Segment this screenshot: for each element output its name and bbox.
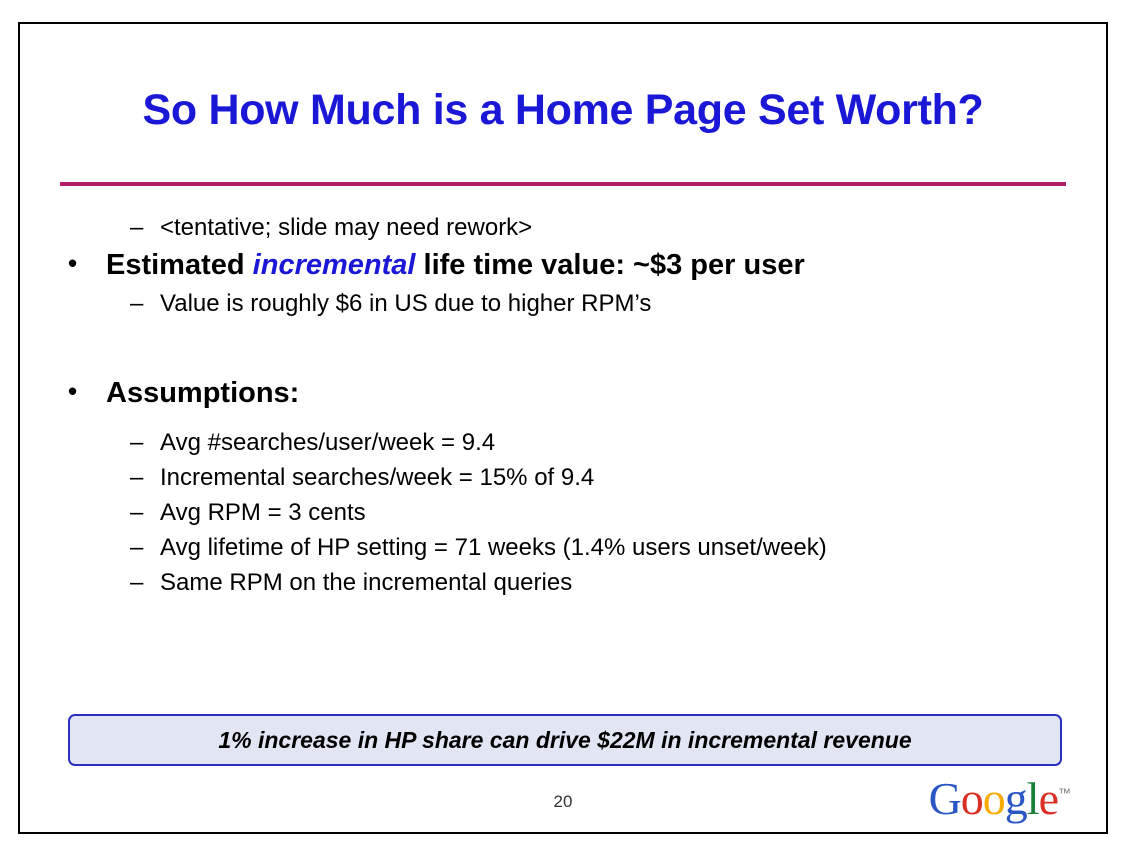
page-number: 20 [553,792,573,811]
dash-bullet-icon: – [130,498,144,526]
logo-letter-o2: o [982,773,1005,824]
slide-frame [18,22,1108,834]
slide-body [68,212,1066,603]
assumption-item-5 [68,567,1066,598]
bullet-assumptions-heading [68,375,1066,412]
bullet-text: Avg RPM = 3 cents [160,498,366,526]
dash-bullet-icon: – [130,290,144,318]
assumption-item-1 [68,427,1066,458]
dash-bullet-icon: – [130,214,144,241]
dash-bullet-icon: – [130,463,144,491]
logo-letter-g2: g [1004,773,1027,824]
body-spacer [68,323,1066,375]
bullet-us-value [68,288,1066,319]
bullet-text: <tentative; slide may need rework> [160,214,533,241]
dash-bullet-icon: – [130,569,144,597]
bullet-text: Assumptions: [106,377,300,410]
logo-letter-g1: G [928,773,961,824]
title-divider [60,182,1066,186]
assumption-item-4 [68,532,1066,563]
bullet-estimated-value [68,247,1066,284]
dash-bullet-icon: – [130,428,144,456]
bullet-text: Incremental searches/week = 15% of 9.4 [160,463,595,491]
logo-letter-l: l [1026,773,1039,824]
bullet-text [106,247,805,284]
assumptions-spacer [68,417,1066,427]
assumption-item-2 [68,462,1066,493]
bullet-text: Avg lifetime of HP setting = 71 weeks (1.4% users unset/week) [160,534,827,562]
disc-bullet-icon: • [68,248,78,279]
estimate-emphasis: incremental [252,249,416,282]
callout-box [68,714,1062,766]
google-logo [928,773,1070,824]
logo-letter-o1: o [960,773,983,824]
estimate-suffix: life time value: ~$3 per user [415,249,805,282]
dash-bullet-icon: – [130,534,144,562]
page-title: So How Much is a Home Page Set Worth? [142,86,984,134]
disc-bullet-icon: • [68,376,78,407]
callout-text: 1% increase in HP share can drive $22M in incremental revenue [218,726,912,753]
estimate-prefix: Estimated [106,249,253,282]
bullet-text: Avg #searches/user/week = 9.4 [160,428,496,456]
bullet-tentative-note [68,212,1066,243]
trademark-icon: ™ [1058,785,1070,801]
bullet-text: Value is roughly $6 in US due to higher RPM’s [160,290,652,318]
logo-letter-e: e [1038,773,1058,824]
assumption-item-3 [68,497,1066,528]
bullet-text: Same RPM on the incremental queries [160,569,573,597]
